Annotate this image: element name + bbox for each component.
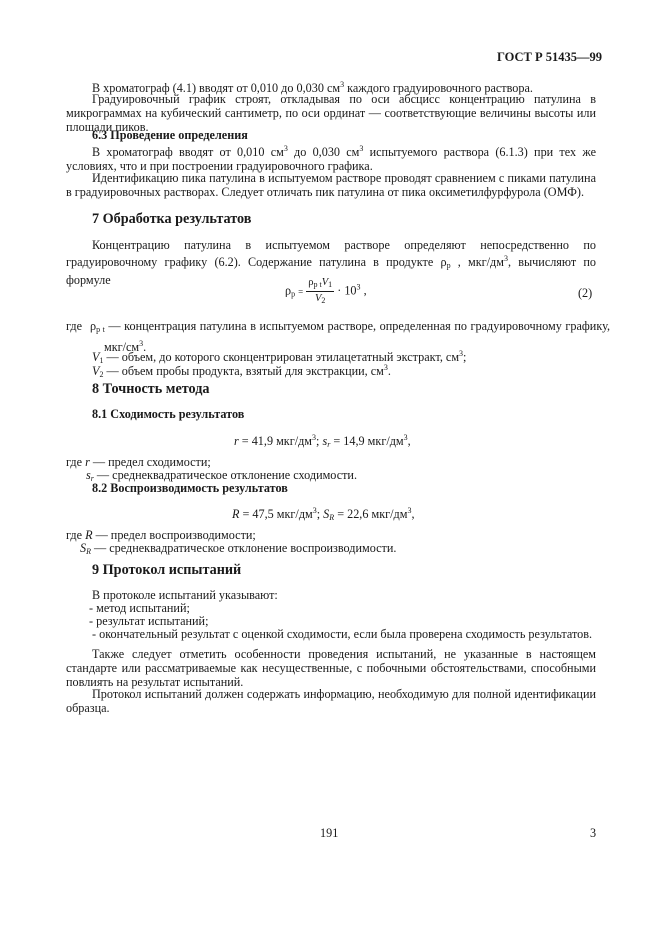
document-header: ГОСТ Р 51435—99 xyxy=(497,50,603,64)
section-8-2-heading: 8.2 Воспроизводимость результатов xyxy=(92,481,288,495)
where-R: где R — предел воспроизводимости; xyxy=(66,528,256,542)
where-r: где r — предел сходимости; xyxy=(66,455,211,469)
page-number-center: 191 xyxy=(320,826,339,840)
paragraph-test-specifics: Также следует отметить особенности проведения испытаний, не указанные в настоящем стандарте или рассматриваемые как несущественные, с побочными обстоятельствами, способными повлиять на результат испытаний. xyxy=(66,647,596,689)
protocol-item-3: - окончательный результат с оценкой сходимости, если была проверена сходимость результатов. xyxy=(92,627,593,641)
section-9-heading: 9 Протокол испытаний xyxy=(92,562,242,578)
formula-2-number: (2) xyxy=(578,286,593,300)
paragraph-test-solution-injection: В хроматограф вводят от 0,010 $см^3$ до 0,030 $см^3$ испытуемого раствора (6.1.3) при тех же условиях, что и при построении градуировочного графика. xyxy=(66,144,596,173)
formula-2-fraction: $\frac{\rho_{p t}V_1}{V_2}$ xyxy=(308,277,333,305)
protocol-intro: В протоколе испытаний указывают: xyxy=(92,588,278,602)
section-8-1-heading: 8.1 Сходимость результатов xyxy=(92,407,245,421)
formula-2: $\rho_p$ = $\frac{\rho_{p t}V_1}{V_2}$ · $10^3$ , xyxy=(285,277,367,305)
paragraph-concentration-calc: Концентрацию патулина в испытуемом растворе определяют непосредственно по градуировочному графику (6.2). Содержание патулина в продукте $\rho_p$ , мкг/$дм^3$, вычисляют по формуле xyxy=(66,238,596,287)
protocol-item-2: - результат испытаний; xyxy=(89,614,209,628)
where-sr: $s_r$ — среднеквадратическое отклонение сходимости. xyxy=(86,468,357,483)
paragraph-protocol-info: Протокол испытаний должен содержать информацию, необходимую для полной идентификации образца. xyxy=(66,687,596,715)
section-8-heading: 8 Точность метода xyxy=(92,381,210,397)
paragraph-chromatograph-injection: В хроматограф (4.1) вводят от 0,010 до 0,030 $см^3$ каждого градуировочного раствора. xyxy=(92,80,533,95)
section-7-heading: 7 Обработка результатов xyxy=(92,211,252,227)
section-6-3-heading: 6.3 Проведение определения xyxy=(92,128,248,142)
protocol-item-1: - метод испытаний; xyxy=(89,601,190,615)
where-v1: $V_1$ — объем, до которого сконцентрирован этилацетатный экстракт, $см^3$; xyxy=(92,349,467,365)
page-number-right: 3 xyxy=(590,826,597,840)
where-rho-pt: $\rho_{p t}$ — концентрация патулина в испытуемом растворе, определенная по градуировочному графику, мкг/$см^3$. xyxy=(90,319,610,354)
formula-reproducibility: R = 47,5 мкг/$дм^3$; $S_R = 22,6$ мкг/$дм^3$, xyxy=(232,506,415,522)
formula-repeatability: r = 41,9 мкг/$дм^3$; $s_r = 14,9$ мкг/$дм^3$, xyxy=(234,433,411,449)
where-prefix-1: где xyxy=(66,319,83,333)
where-SR: $S_R$ — среднеквадратическое отклонение воспроизводимости. xyxy=(80,541,397,556)
where-v2: $V_2$ — объем пробы продукта, взятый для экстракции, $см^3$. xyxy=(92,363,391,379)
paragraph-peak-identification: Идентификацию пика патулина в испытуемом растворе проводят сравнением с пиками патулина в градуировочных растворах. Следует отличать пик патулина от пика оксиметилфурфурола (ОМФ). xyxy=(66,171,596,199)
paragraph-calibration-graph: Градуировочный график строят, откладывая по оси абсцисс концентрацию патулина в микрограммах на кубический сантиметр, по оси ординат — соответствующие величины высоты или площади пиков. xyxy=(66,92,596,134)
